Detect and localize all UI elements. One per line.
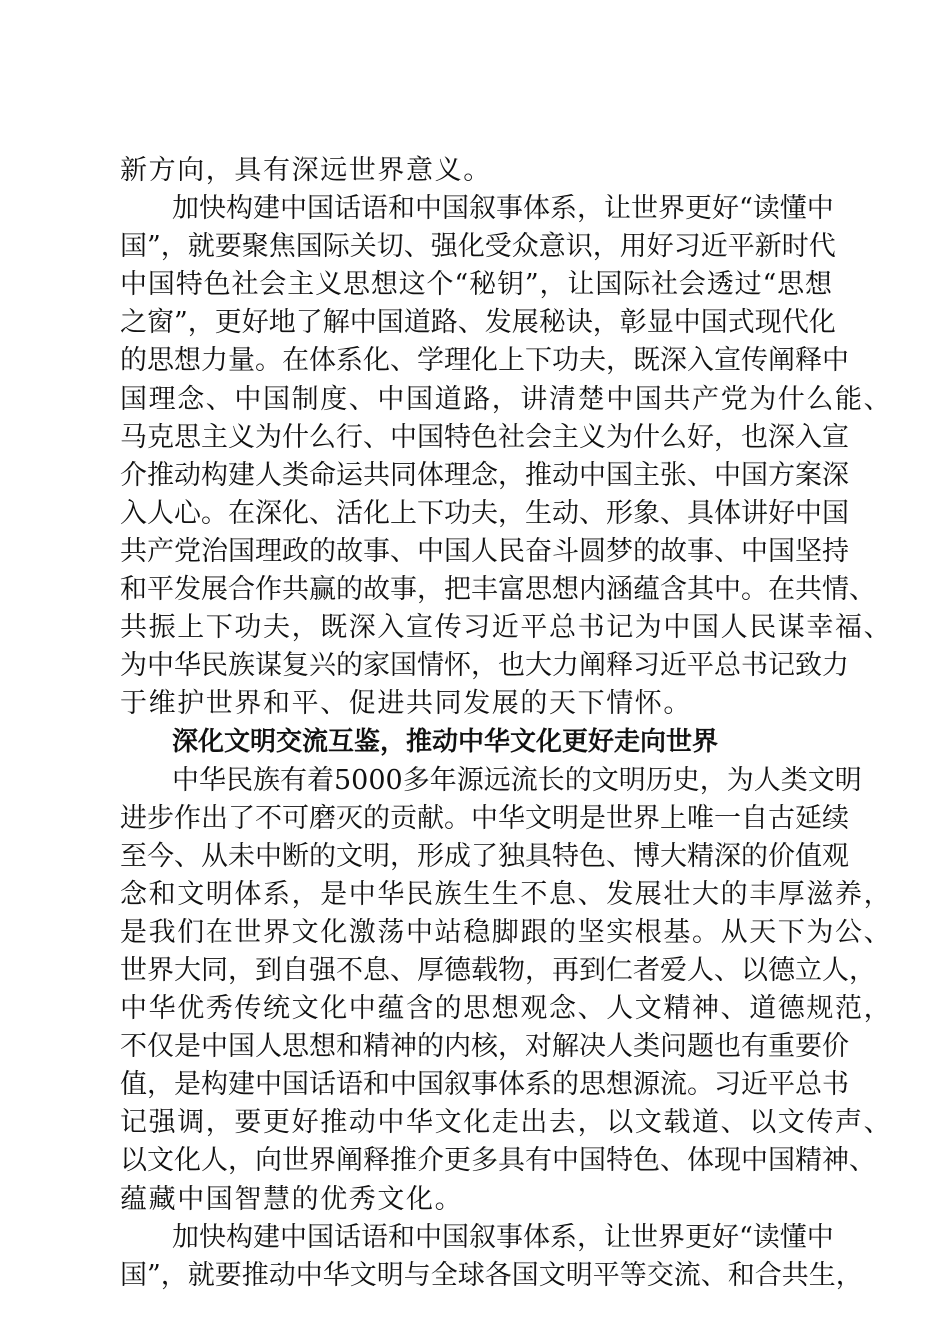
text-line: 新方向，具有深远世界意义。: [120, 155, 492, 186]
paragraph-first-line: 中华民族有着5000多年源远流长的文明历史，为人类文明: [172, 764, 862, 796]
document-body: [120, 152, 893, 1295]
text-line: 中国特色社会主义思想这个“秘钥”，让国际社会透过“思想: [120, 269, 832, 301]
text-line: 于维护世界和平、促进共同发展的天下情怀。: [120, 688, 692, 720]
text-line: 至今、从未中断的文明，形成了独具特色、博大精深的价值观: [120, 840, 849, 872]
text-line: 的思想力量。在体系化、学理化上下功夫，既深入宣传阐释中: [120, 345, 849, 377]
text-line: 记强调，要更好推动中华文化走出去，以文载道、以文传声、: [120, 1107, 893, 1139]
text-line: 共振上下功夫，既深入宣传习近平总书记为中国人民谋幸福、: [120, 612, 893, 644]
text-line: 值，是构建中国话语和中国叙事体系的思想源流。习近平总书: [120, 1069, 849, 1101]
text-line: 为中华民族谋复兴的家国情怀，也大力阐释习近平总书记致力: [120, 650, 849, 682]
text-line: 念和文明体系，是中华民族生生不息、发展壮大的丰厚滋养，: [120, 878, 893, 910]
text-line: 以文化人，向世界阐释推介更多具有中国特色、体现中国精神、: [120, 1145, 876, 1177]
text-line: 马克思主义为什么行、中国特色社会主义为什么好，也深入宣: [120, 421, 849, 453]
paragraph-first-line: 加快构建中国话语和中国叙事体系，让世界更好“读懂中: [172, 193, 834, 225]
text-line: 进步作出了不可磨灭的贡献。中华文明是世界上唯一自古延续: [120, 802, 849, 834]
text-line: 世界大同，到自强不息、厚德载物，再到仁者爱人、以德立人，: [120, 954, 876, 986]
text-line: 介推动构建人类命运共同体理念，推动中国主张、中国方案深: [120, 459, 849, 491]
text-line: 入人心。在深化、活化上下功夫，生动、形象、具体讲好中国: [120, 497, 849, 529]
text-line: 国理念、中国制度、中国道路，讲清楚中国共产党为什么能、: [120, 383, 893, 415]
text-line: 共产党治国理政的故事、中国人民奋斗圆梦的故事、中国坚持: [120, 535, 849, 567]
text-line: 蕴藏中国智慧的优秀文化。: [120, 1183, 464, 1215]
text-line: 国”，就要聚焦国际关切、强化受众意识，用好习近平新时代: [120, 231, 836, 263]
text-line: 之窗”，更好地了解中国道路、发展秘诀，彰显中国式现代化: [120, 307, 836, 339]
text-line: 国”，就要推动中华文明与全球各国文明平等交流、和合共生，: [120, 1259, 863, 1291]
text-line: 中华优秀传统文化中蕴含的思想观念、人文精神、道德规范，: [120, 993, 893, 1025]
paragraph-first-line: 加快构建中国话语和中国叙事体系，让世界更好“读懂中: [172, 1221, 834, 1253]
text-line: 不仅是中国人思想和精神的内核，对解决人类问题也有重要价: [120, 1031, 849, 1063]
text-line: 和平发展合作共赢的故事，把丰富思想内涵蕴含其中。在共情、: [120, 574, 876, 606]
section-heading: 深化文明交流互鉴，推动中华文化更好走向世界: [172, 727, 719, 758]
text-line: 是我们在世界文化激荡中站稳脚跟的坚实根基。从天下为公、: [120, 916, 893, 948]
